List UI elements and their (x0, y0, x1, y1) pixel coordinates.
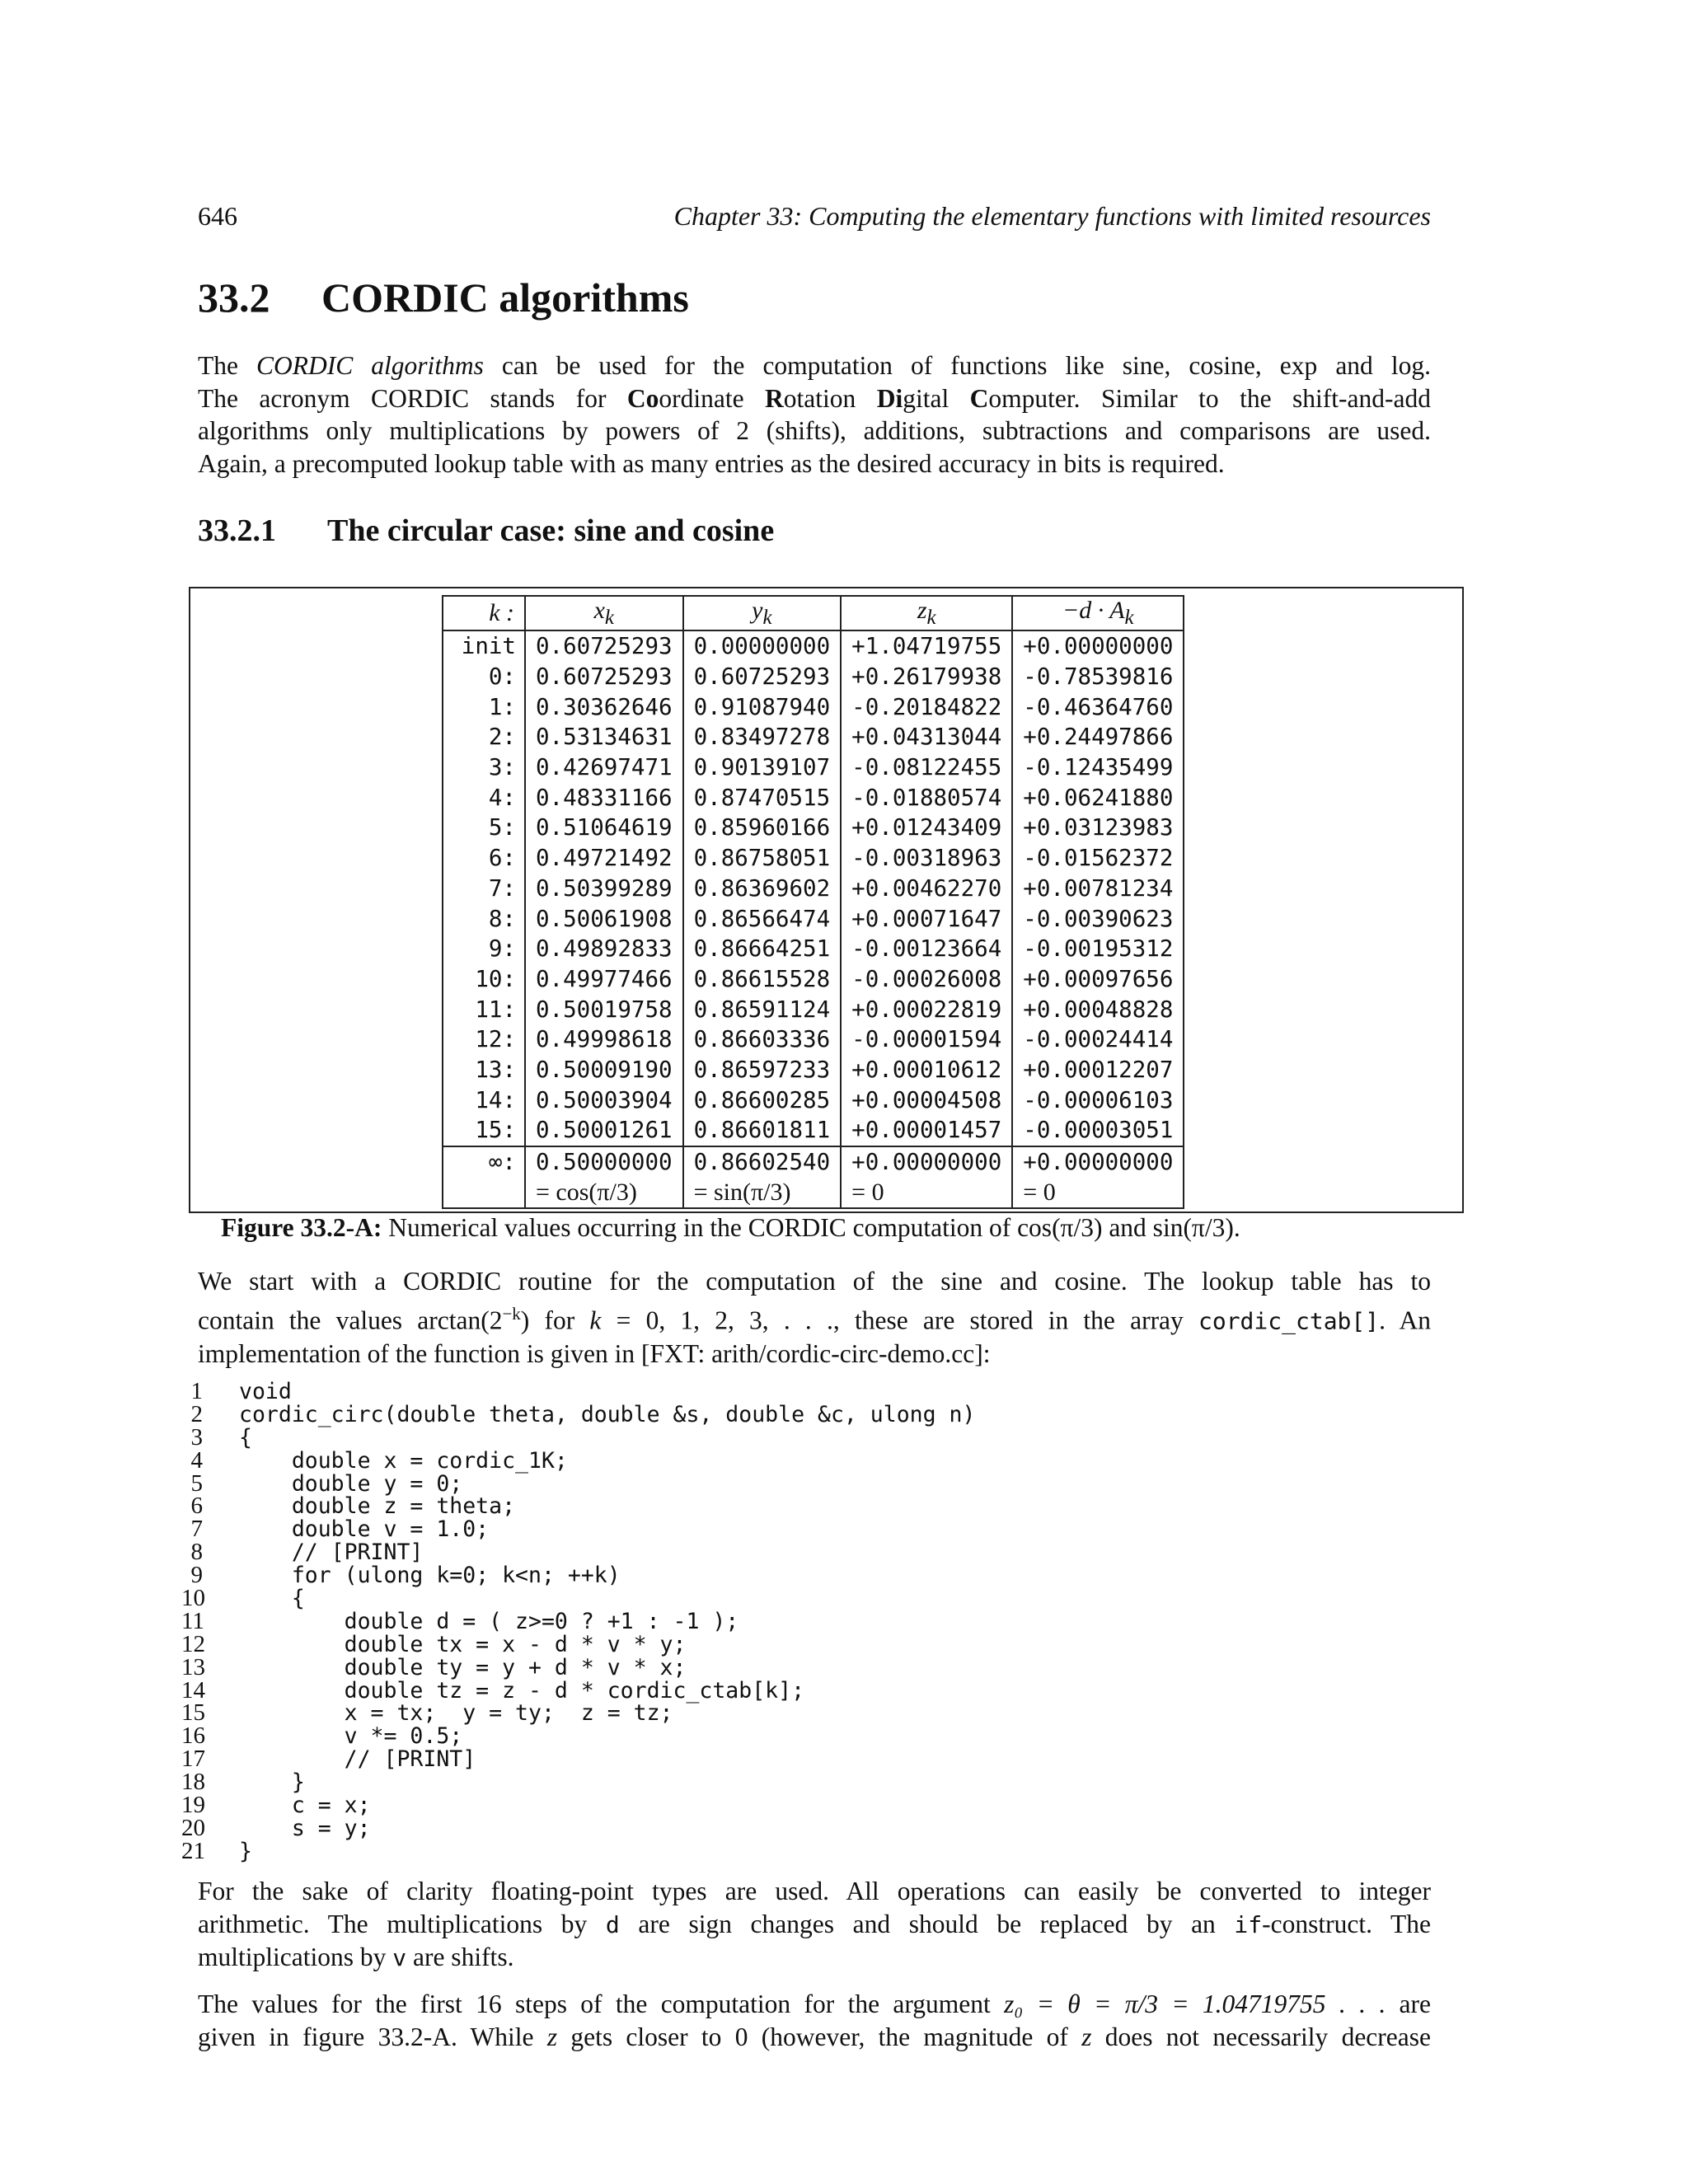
table-cell: 0.50009190 (525, 1055, 683, 1085)
table-cell: 0.50003904 (525, 1085, 683, 1115)
table-row (443, 1115, 1184, 1146)
table-cell: 0.50019758 (525, 994, 683, 1024)
code-line-number: 2 (190, 1400, 203, 1427)
paragraph-routine-intro: We start with a CORDIC routine for the computation of the sine and cosine. The lookup table has to contain the values $\arctan(2^{-k})$ for k = 0, 1, 2, 3, . . ., these are stored in the array cordic_ctab[]. An implementation of the function is given in [FXT: arith/cordic-circ-demo.cc]: (198, 1267, 1431, 1368)
table-cell: 0.60725293 (683, 662, 842, 692)
code-line-number: 7 (190, 1516, 203, 1543)
table-cell: 0.86602540 (683, 1146, 842, 1178)
table-cell: 0.86369602 (683, 874, 842, 904)
table-cell: 0.83497278 (683, 722, 842, 752)
code-line-text: double ty = y + d * v * x; (239, 1654, 687, 1680)
code-line-text: x = tx; y = ty; z = tz; (239, 1700, 673, 1727)
table-cell: -0.78539816 (1012, 662, 1184, 692)
table-cell: 0.86600285 (683, 1085, 842, 1115)
table-cell: -0.01880574 (841, 782, 1012, 813)
subsection-heading (198, 513, 774, 549)
table-header-row (443, 596, 1184, 630)
table-cell: -0.12435499 (1012, 752, 1184, 783)
inline-math-z0: z₀ = θ = π/3 = 1.04719755 . . . (1004, 1990, 1386, 2018)
row-label: 12: (443, 1024, 525, 1055)
intro-paragraph: The CORDIC algorithms can be used for the computation of functions like sine, cosine, exp and log. The acronym CORDIC stands for Coordinate Rotation Digital Computer. Similar to the shift-and-add algorithms only multiplications by powers of 2 (shifts), additions, subtractions and comparisons are used. Again, a precomputed lookup table with as many entries as the desired accuracy in bits is required. (198, 351, 1431, 478)
table-cell: 0.90139107 (683, 752, 842, 783)
table-cell: -0.00001594 (841, 1024, 1012, 1055)
table-cell: +0.00000000 (1012, 1146, 1184, 1178)
table-cell: -0.00006103 (1012, 1085, 1184, 1115)
code-line-number: 14 (181, 1676, 205, 1704)
code-line-number: 9 (190, 1562, 203, 1589)
table-row (443, 964, 1184, 995)
table-cell: 0.00000000 (683, 630, 842, 662)
table-cell: 0.50061908 (525, 903, 683, 934)
row-label: 9: (443, 934, 525, 964)
table-cell: = 0 (1012, 1177, 1184, 1208)
table-cell: 0.86603336 (683, 1024, 842, 1055)
table-row-exact (443, 1177, 1184, 1208)
table-cell: +0.00004508 (841, 1085, 1012, 1115)
table-row-limit (443, 1146, 1184, 1178)
table-cell: 0.50000000 (525, 1146, 683, 1178)
table-cell: 0.30362646 (525, 691, 683, 722)
code-line-text: // [PRINT] (239, 1746, 476, 1773)
code-line-number: 4 (190, 1446, 203, 1474)
emphasis-cordic: CORDIC algorithms (256, 351, 484, 380)
page-number: 646 (198, 201, 237, 231)
table-cell: 0.49721492 (525, 843, 683, 874)
row-label: 7: (443, 874, 525, 904)
table-cell: = cos(π/3) (525, 1177, 683, 1208)
table-cell: -0.00390623 (1012, 903, 1184, 934)
table-cell: +0.00000000 (841, 1146, 1012, 1178)
code-line-text: void (239, 1379, 292, 1404)
table-cell: 0.85960166 (683, 813, 842, 843)
table-cell: +0.00462270 (841, 874, 1012, 904)
col-header-k: k : (443, 596, 525, 630)
table-cell: +0.00048828 (1012, 994, 1184, 1024)
table-cell: +0.03123983 (1012, 813, 1184, 843)
row-label: 5: (443, 813, 525, 843)
row-label: 8: (443, 903, 525, 934)
row-label: 2: (443, 722, 525, 752)
table-cell: 0.86758051 (683, 843, 842, 874)
row-label: 6: (443, 843, 525, 874)
col-header-x: $x_k$ (525, 596, 683, 630)
table-cell: 0.86591124 (683, 994, 842, 1024)
table-cell: = sin(π/3) (683, 1177, 842, 1208)
table-cell: 0.86601811 (683, 1115, 842, 1146)
table-cell: 0.49977466 (525, 964, 683, 995)
code-line-text: v *= 0.5; (239, 1723, 463, 1750)
col-header-z: $z_k$ (841, 596, 1012, 630)
table-cell: +0.00097656 (1012, 964, 1184, 995)
table-cell: +0.00010612 (841, 1055, 1012, 1085)
table-cell: +0.00000000 (1012, 630, 1184, 662)
row-label: ∞: (443, 1146, 525, 1178)
code-line-number: 8 (190, 1539, 203, 1566)
table-cell: +1.04719755 (841, 630, 1012, 662)
table-cell: 0.86566474 (683, 903, 842, 934)
table-row (443, 874, 1184, 904)
paragraph-clarity: For the sake of clarity floating-point types are used. All operations can easily be converted to integer arithmetic. The multiplications by d are sign changes and should be replaced by an if-construct. The multiplications by v are shifts. (198, 1877, 1431, 1971)
chapter-title: Chapter 33: Computing the elementary functions with limited resources (673, 201, 1431, 231)
table-row (443, 752, 1184, 783)
table-cell: +0.00012207 (1012, 1055, 1184, 1085)
section-heading (198, 274, 689, 321)
code-line-text: s = y; (239, 1815, 371, 1841)
code-line-number: 15 (181, 1699, 205, 1727)
table-cell: +0.06241880 (1012, 782, 1184, 813)
table-row (443, 691, 1184, 722)
table-cell: 0.48331166 (525, 782, 683, 813)
code-line-number: 21 (181, 1837, 205, 1864)
col-header-dA: $-d \cdot A_k$ (1012, 596, 1184, 630)
table-cell: 0.87470515 (683, 782, 842, 813)
code-line-number: 16 (181, 1722, 205, 1750)
section-number: 33.2 (198, 274, 270, 321)
code-line-number: 17 (181, 1746, 205, 1773)
table-cell: -0.00123664 (841, 934, 1012, 964)
code-line-text: cordic_circ(double theta, double &s, double &c, ulong n) (239, 1401, 976, 1427)
row-label: 14: (443, 1085, 525, 1115)
table-row (443, 1024, 1184, 1055)
table-cell: +0.04313044 (841, 722, 1012, 752)
table-cell: 0.42697471 (525, 752, 683, 783)
table-cell: -0.00026008 (841, 964, 1012, 995)
table-cell: 0.49998618 (525, 1024, 683, 1055)
cordic-values-table (442, 595, 1184, 1209)
code-line-number: 18 (181, 1769, 205, 1796)
col-header-y: $y_k$ (683, 596, 842, 630)
table-cell: 0.51064619 (525, 813, 683, 843)
code-line-number: 6 (190, 1493, 203, 1520)
table-cell: -0.01562372 (1012, 843, 1184, 874)
table-cell: -0.00318963 (841, 843, 1012, 874)
code-line-text: double v = 1.0; (239, 1516, 490, 1543)
code-line-text: } (239, 1838, 252, 1864)
row-label (443, 1177, 525, 1208)
table-row (443, 934, 1184, 964)
table-cell: 0.60725293 (525, 662, 683, 692)
code-line-number: 10 (181, 1585, 205, 1612)
row-label: 0: (443, 662, 525, 692)
row-label: 10: (443, 964, 525, 995)
row-label: init (443, 630, 525, 662)
table-cell: = 0 (841, 1177, 1012, 1208)
subsection-number: 33.2.1 (198, 513, 276, 548)
code-line-text: double z = theta; (239, 1493, 516, 1520)
code-line-text: double x = cordic_1K; (239, 1447, 568, 1474)
table-cell: -0.00003051 (1012, 1115, 1184, 1146)
figure-label: Figure 33.2-A: (221, 1213, 382, 1242)
table-cell: +0.00071647 (841, 903, 1012, 934)
table-cell: -0.20184822 (841, 691, 1012, 722)
table-row (443, 662, 1184, 692)
code-line-number: 19 (181, 1792, 205, 1819)
code-line-text: for (ulong k=0; k<n; ++k) (239, 1563, 621, 1589)
table-cell: 0.53134631 (525, 722, 683, 752)
running-head (198, 201, 1431, 241)
table-row (443, 1055, 1184, 1085)
inline-code-ctab: cordic_ctab[] (1198, 1307, 1380, 1334)
table-cell: 0.49892833 (525, 934, 683, 964)
table-cell: 0.50001261 (525, 1115, 683, 1146)
table-cell: 0.86615528 (683, 964, 842, 995)
table-cell: +0.00022819 (841, 994, 1012, 1024)
code-line-text: { (239, 1424, 252, 1451)
code-line-text: c = x; (239, 1793, 371, 1819)
code-line-number: 11 (181, 1607, 204, 1634)
table-cell: +0.26179938 (841, 662, 1012, 692)
code-line-number: 5 (190, 1469, 203, 1497)
table-cell: 0.50399289 (525, 874, 683, 904)
table-cell: 0.86597233 (683, 1055, 842, 1085)
code-line-text: double tz = z - d * cordic_ctab[k]; (239, 1677, 805, 1704)
row-label: 1: (443, 691, 525, 722)
table-cell: +0.24497866 (1012, 722, 1184, 752)
table-cell: -0.00195312 (1012, 934, 1184, 964)
table-cell: -0.08122455 (841, 752, 1012, 783)
subsection-title: The circular case: sine and cosine (327, 513, 775, 548)
section-title: CORDIC algorithms (321, 274, 689, 321)
code-line-number: 1 (190, 1378, 203, 1404)
table-row (443, 782, 1184, 813)
row-label: 11: (443, 994, 525, 1024)
row-label: 13: (443, 1055, 525, 1085)
table-cell: -0.46364760 (1012, 691, 1184, 722)
table-row (443, 813, 1184, 843)
code-line-text: } (239, 1769, 305, 1796)
table-row (443, 1085, 1184, 1115)
table-cell: +0.01243409 (841, 813, 1012, 843)
table-cell: 0.86664251 (683, 934, 842, 964)
figure-caption: Figure 33.2-A: Numerical values occurring in the CORDIC computation of cos(π/3) and sin(π/3). (221, 1213, 1240, 1242)
code-line-number: 3 (190, 1423, 203, 1451)
table-cell: +0.00001457 (841, 1115, 1012, 1146)
table-row (443, 994, 1184, 1024)
table-cell: 0.60725293 (525, 630, 683, 662)
row-label: 3: (443, 752, 525, 783)
code-line-number: 12 (181, 1630, 205, 1657)
code-line-text: // [PRINT] (239, 1540, 424, 1566)
code-line-text: { (239, 1586, 305, 1612)
code-line-number: 13 (181, 1653, 205, 1680)
code-line-number: 20 (181, 1814, 205, 1841)
code-line-text: double y = 0; (239, 1470, 463, 1497)
code-line-text: double tx = x - d * v * y; (239, 1631, 687, 1657)
row-label: 15: (443, 1115, 525, 1146)
paragraph-values: The values for the first 16 steps of the computation for the argument z₀ = θ = π/3 = 1.04719755 . . . are given in figure 33.2-A. While z gets closer to 0 (however, the magnitude of z does not necessarily decrease (198, 1990, 1431, 2051)
code-line-text: double d = ( z>=0 ? +1 : -1 ); (239, 1608, 739, 1634)
table-row (443, 630, 1184, 662)
row-label: 4: (443, 782, 525, 813)
table-cell: -0.00024414 (1012, 1024, 1184, 1055)
table-cell: +0.00781234 (1012, 874, 1184, 904)
table-cell: 0.91087940 (683, 691, 842, 722)
table-row (443, 722, 1184, 752)
table-row (443, 843, 1184, 874)
table-row (443, 903, 1184, 934)
